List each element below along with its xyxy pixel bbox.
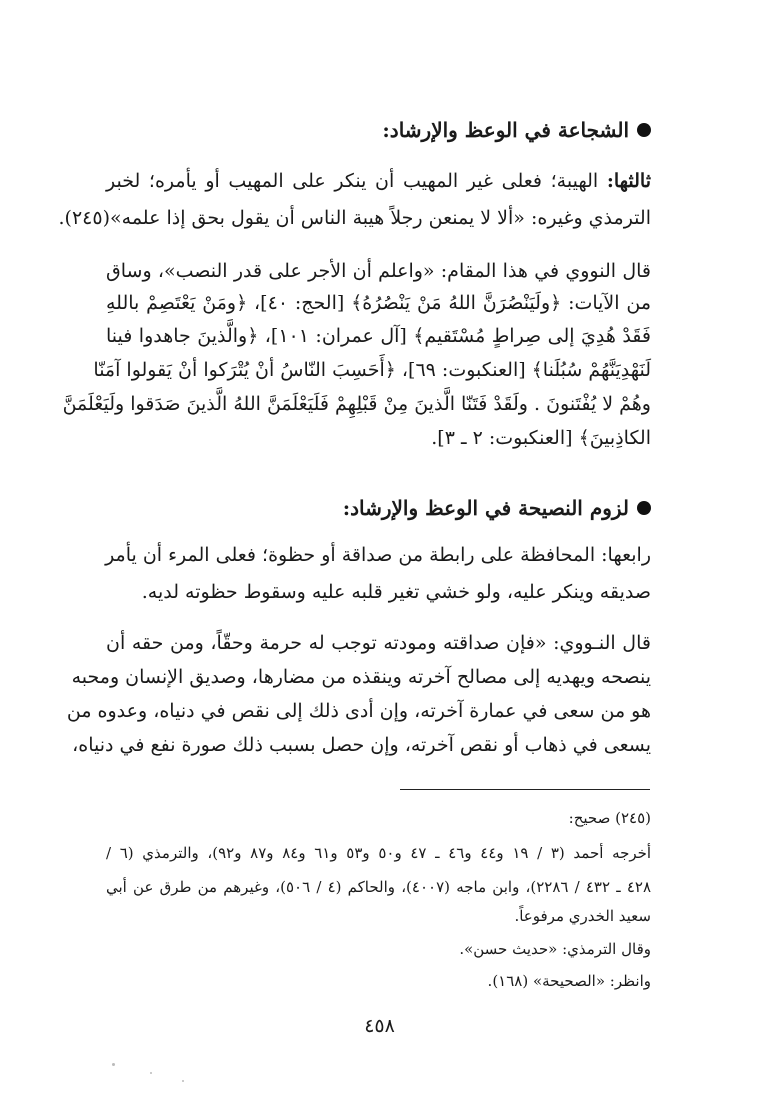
para4-line3: هو من سعى في عمارة آخرته، وإن أدى ذلك إلى نقص في دنياه، وعدوه من — [66, 700, 651, 722]
footnote-line: وانظر: «الصحيحة» (١٦٨). — [487, 972, 651, 990]
footnote-line: أخرجه أحمد (٣ / ١٩ و٤٤ و٤٦ ـ ٤٧ و٥٠ و٥٣ و٦١ و٨٤ و٨٧ و٩٢)، والترمذي (٦ / — [106, 844, 652, 862]
para1-line1-text: الهيبة؛ فعلى غير المهيب أن ينكر على المهيب أو يأمره؛ لخبر — [106, 170, 599, 192]
footnote-number: (٢٤٥) صحيح: — [568, 809, 651, 827]
heading-text: الشجاعة في الوعظ والإرشاد: — [382, 118, 629, 142]
para1-line1 — [106, 169, 651, 193]
heading-text: لزوم النصيحة في الوعظ والإرشاد: — [342, 496, 629, 520]
footnote-line: ٤٢٨ ـ ٤٣٢ / ٢٢٨٦)، وابن ماجه (٤٠٠٧)، والحاكم (٤ / ٥٠٦)، وغيرهم من طرق عن أبي — [106, 878, 651, 896]
para4-line1: قال النـووي: «فإن صداقته ومودته توجب له حرمة وحقّاً، ومن حقه أن — [106, 632, 651, 654]
ordinal-label: ثالثها: — [606, 170, 651, 192]
section-heading-courage — [106, 118, 651, 142]
footnote-line: سعيد الخدري مرفوعاً. — [514, 907, 651, 925]
footnote-line: وقال الترمذي: «حديث حسن». — [459, 940, 651, 958]
para4-line2: ينصحه ويهديه إلى مصالح آخرته وينقذه من مضارها، وصديق الإنسان ومحبه — [71, 666, 651, 688]
scan-speck — [182, 1080, 184, 1082]
bullet-icon — [637, 501, 651, 515]
bullet-icon — [637, 123, 651, 137]
scan-speck — [112, 1063, 115, 1066]
para2-line5: وهُمْ لا يُفْتَنونَ . ولَقَدْ فَتَنّا الَّذينَ مِنْ قَبْلِهِمْ فَلَيَعْلَمَنَّ اللهُ الَّذينَ صَدَقوا ولَيَعْلَمَنَّ — [62, 393, 651, 415]
footnote-divider — [400, 789, 650, 790]
para1-line2: الترمذي وغيره: «ألا لا يمنعن رجلاً هيبة الناس أن يقول بحق إذا علمه»(٢٤٥). — [58, 207, 651, 229]
page-number: ٤٥٨ — [364, 1015, 395, 1037]
para2-line4: لَنَهْدِيَنَّهُمْ سُبُلَنا﴾ [العنكبوت: ٦٩]، ﴿أَحَسِبَ النّاسُ أنْ يُتْرَكوا أنْ يَقولوا آمَنّا — [93, 359, 651, 381]
para3-line2: صديقه وينكر عليه، ولو خشي تغير قلبه عليه وسقوط حظوته لديه. — [141, 581, 651, 603]
para4-line4: يسعى في ذهاب أو نقص آخرته، وإن حصل بسبب ذلك صورة نفع في دنياه، — [72, 734, 651, 756]
para3-line1: رابعها: المحافظة على رابطة من صداقة أو حظوة؛ فعلى المرء أن يأمر — [105, 544, 651, 566]
para2-line6: الكاذِبينَ﴾ [العنكبوت: ٢ ـ ٣]. — [431, 427, 651, 449]
para2-line3: فَقَدْ هُدِيَ إلى صِراطٍ مُسْتَقيم﴾ [آل عمران: ١٠١]، ﴿والَّذينَ جاهدوا فينا — [106, 325, 651, 347]
scan-speck — [150, 1072, 152, 1074]
section-heading-advice — [106, 496, 651, 520]
para2-line1: قال النووي في هذا المقام: «واعلم أن الأجر على قدر النصب»، وساق — [106, 260, 651, 282]
para2-line2: من الآيات: ﴿ولَيَنْصُرَنَّ اللهُ مَنْ يَنْصُرُهُ﴾ [الحج: ٤٠]، ﴿ومَنْ يَعْتَصِمْ باللهِ — [106, 292, 652, 314]
